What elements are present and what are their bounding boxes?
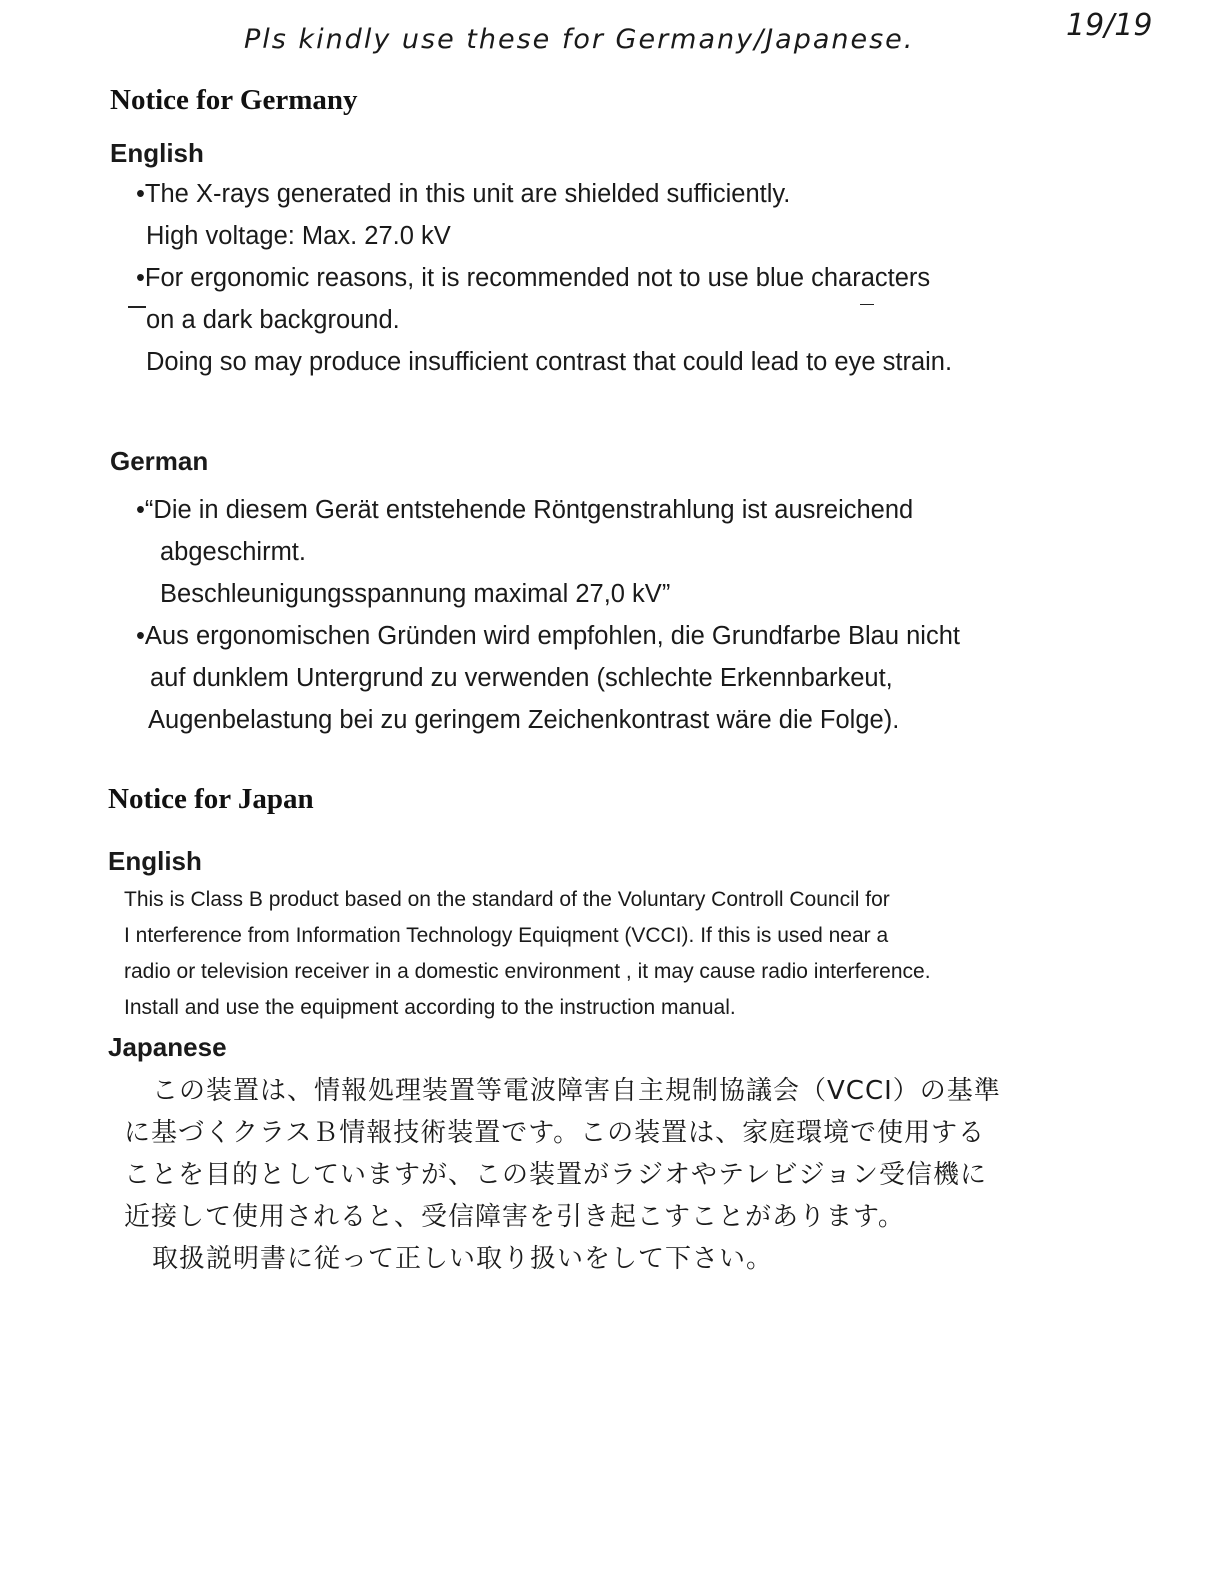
- japan-english-heading: English: [108, 846, 202, 876]
- japan-english-line: radio or television receiver in a domestic environment , it may cause radio interference.: [124, 960, 931, 983]
- germany-notice-title: Notice for Germany: [110, 84, 358, 116]
- germany-german-heading: German: [110, 446, 209, 476]
- germany-german-line: Beschleunigungsspannung maximal 27,0 kV”: [160, 580, 671, 608]
- germany-english-line: Doing so may produce insufficient contrast that could lead to eye strain.: [146, 348, 953, 376]
- japan-japanese-line: 取扱説明書に従って正しい取り扱いをして下さい。: [152, 1244, 774, 1274]
- handwritten-note: Pls kindly use these for Germany/Japanese.: [244, 24, 915, 55]
- japan-japanese-line: この装置は、情報処理装置等電波障害自主規制協議会（VCCI）の基準: [152, 1076, 1001, 1106]
- japan-english-line: I nterference from Information Technology Equiqment (VCCI). If this is used near a: [124, 924, 889, 947]
- germany-german-line: •Aus ergonomischen Gründen wird empfohlen, die Grundfarbe Blau nicht: [136, 622, 960, 650]
- germany-german-line: Augenbelastung bei zu geringem Zeichenkontrast wäre die Folge).: [148, 706, 900, 734]
- japan-english-line: This is Class B product based on the standard of the Voluntary Controll Council for: [124, 888, 890, 911]
- germany-english-line: •For ergonomic reasons, it is recommended not to use blue characters: [136, 264, 931, 292]
- japan-japanese-line: 近接して使用されると、受信障害を引き起こすことがあります。: [124, 1202, 905, 1232]
- germany-german-line: abgeschirmt.: [160, 538, 306, 566]
- germany-german-line: •“Die in diesem Gerät entstehende Röntgenstrahlung ist ausreichend: [136, 496, 914, 524]
- japan-japanese-heading: Japanese: [108, 1032, 227, 1062]
- germany-english-line: on a dark background.: [146, 306, 400, 334]
- germany-english-line: High voltage: Max. 27.0 kV: [146, 222, 451, 250]
- japan-english-line: Install and use the equipment according to the instruction manual.: [124, 996, 736, 1019]
- japan-japanese-line: ことを目的としていますが、この装置がラジオやテレビジョン受信機に: [124, 1160, 987, 1190]
- japan-notice-title: Notice for Japan: [108, 783, 314, 815]
- germany-english-heading: English: [110, 138, 204, 168]
- japan-japanese-line: に基づくクラスＢ情報技術装置です。この装置は、家庭環境で使用する: [124, 1118, 986, 1148]
- germany-german-line: auf dunklem Untergrund zu verwenden (schlechte Erkennbarkeut,: [150, 664, 893, 692]
- germany-english-line: •The X-rays generated in this unit are shielded sufficiently.: [136, 180, 791, 208]
- scan-mark: [860, 304, 874, 305]
- handwritten-page-mark: 19/19: [1066, 8, 1153, 43]
- scan-mark: [128, 306, 146, 308]
